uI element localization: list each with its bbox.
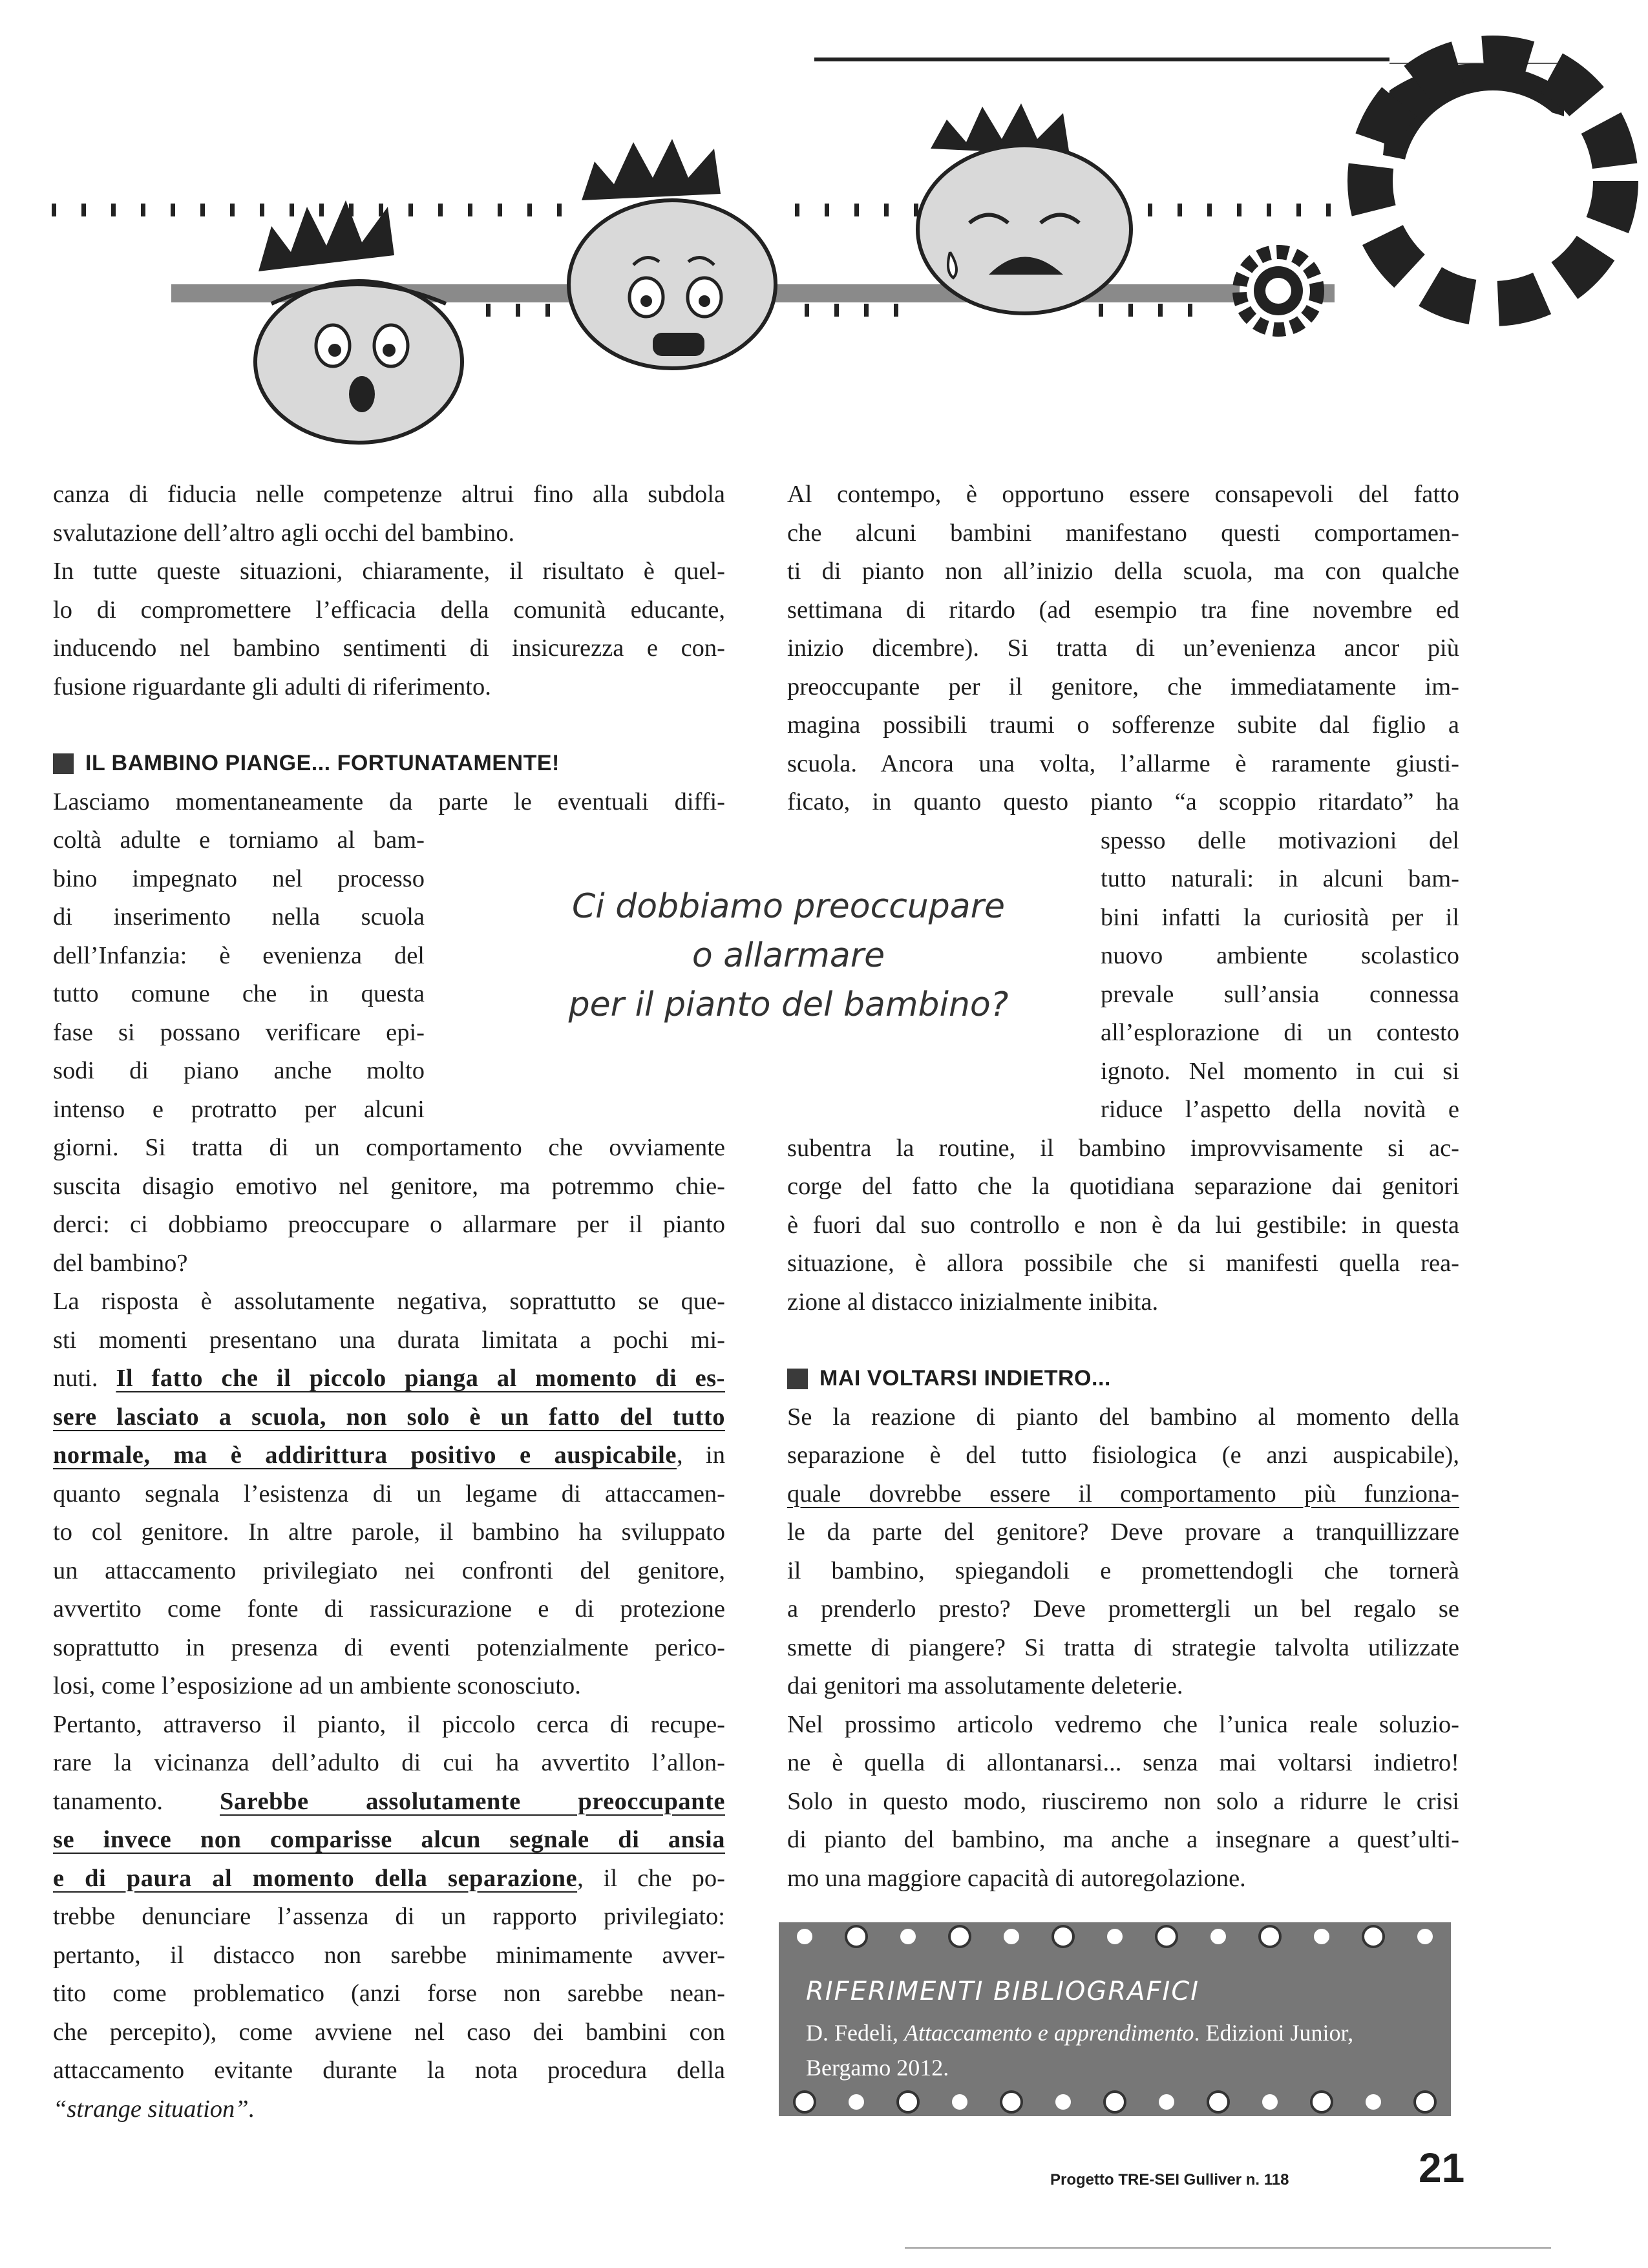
text-line: fusione riguardante gli adulti di riferimento. (53, 673, 491, 700)
text-fragment: tanamento. (53, 1787, 220, 1815)
paragraph (787, 476, 1459, 1321)
text-line: pertanto, il distacco non sarebbe minimamente avver- (53, 1941, 725, 1969)
text-line: sti momenti presentano una durata limitata a pochi mi- (53, 1326, 725, 1354)
text-fragment: , in (676, 1442, 725, 1469)
text-line: ne è quella di allontanarsi... senza mai voltarsi indietro! (787, 1749, 1459, 1776)
text-line: tito come problematico (anzi forse non sarebbe nean- (53, 1980, 725, 2007)
pull-quote-line: per il pianto del bambino? (568, 985, 1009, 1024)
pull-quote-line: Ci dobbiamo preoccupare (571, 887, 1005, 926)
ref-author: D. Fedeli, (806, 2020, 904, 2046)
header-illustration (0, 0, 1648, 465)
text-line: canza di fiducia nelle competenze altrui fino alla subdola (53, 481, 725, 508)
text-line: Lasciamo momentaneamente da parte le eventuali diffi- (53, 788, 725, 815)
text-line: svalutazione dell’altro agli occhi del bambino. (53, 519, 515, 547)
text-line (53, 1783, 725, 1822)
text-line: dell’Infanzia: è evenienza del (53, 941, 425, 969)
text-line: quanto segnala l’esistenza di un legame di attaccamen- (53, 1480, 725, 1507)
text-line: rare la vicinanza dell’adulto di cui ha avvertito l’allon- (53, 1749, 725, 1776)
emphasis-text: normale, ma è addirittura positivo e auspicabile (53, 1442, 677, 1469)
text-line: trebbe denunciare l’assenza di un rapporto privilegiato: (53, 1903, 725, 1930)
heading-square-icon (787, 1369, 808, 1389)
text-line: separazione è del tutto fisiologica (e anzi auspicabile), (787, 1442, 1459, 1469)
text-line: inizio dicembre). Si tratta di un’evenienza ancor più (787, 635, 1459, 662)
bibliography-title: RIFERIMENTI BIBLIOGRAFICI (806, 1977, 1200, 2006)
paragraph (53, 476, 725, 552)
text-line: dai genitori ma assolutamente deleterie. (787, 1672, 1183, 1699)
text-line: avvertito come fonte di rassicurazione e di protezione (53, 1595, 725, 1622)
text-line: attaccamento evitante durante la nota procedura della (53, 2057, 725, 2084)
text-line (53, 1436, 725, 1475)
text-line: a prenderlo presto? Deve promettergli un bel regalo se (787, 1595, 1459, 1622)
section-heading (53, 744, 725, 783)
paragraph (53, 1283, 725, 1706)
text-line: settimana di ritardo (ad esempio tra fine novembre ed (787, 596, 1459, 624)
ref-title: Attaccamento e apprendimento (903, 2020, 1194, 2046)
ref-place: Bergamo 2012. (806, 2055, 949, 2081)
text-line: In tutte queste situazioni, chiaramente, il risultato è quel- (53, 558, 725, 585)
small-gear-icon (1240, 252, 1317, 330)
paragraph (53, 1706, 725, 2129)
text-line: corge del fatto che la quotidiana separazione dai genitori (787, 1173, 1459, 1200)
text-line: ti di pianto non all’inizio della scuola, ma con qualche (787, 558, 1459, 585)
text-line: il bambino, spiegandoli e promettendogli che tornerà (787, 1557, 1459, 1584)
text-line: Nel prossimo articolo vedremo che l’unica reale soluzio- (787, 1710, 1459, 1738)
left-column (53, 476, 725, 2128)
text-line: Al contempo, è opportuno essere consapevoli del fatto (787, 481, 1459, 508)
text-line (53, 1821, 725, 1860)
text-fragment: , il che po- (577, 1864, 725, 1892)
text-line: situazione, è allora possibile che si manifesti quella rea- (787, 1250, 1459, 1277)
text-line: nuovo ambiente scolastico (1101, 942, 1459, 969)
ref-publisher: . Edizioni Junior, (1194, 2020, 1354, 2046)
text-line: lo di compromettere l’efficacia della comunità educante, (53, 596, 725, 624)
text-line: bino impegnato nel processo (53, 865, 425, 892)
text-line: derci: ci dobbiamo preoccupare o allarmare per il pianto (53, 1211, 725, 1238)
text-line: fase si possano verificare epi- (53, 1018, 425, 1046)
emphasis-text: se invece non comparisse alcun segnale di ansia (53, 1826, 725, 1853)
heading-text: IL BAMBINO PIANGE... FORTUNATAMENTE! (85, 751, 560, 775)
text-line: Pertanto, attraverso il pianto, il piccolo cerca di recupe- (53, 1710, 725, 1738)
text-line: soprattutto in presenza di eventi potenzialmente perico- (53, 1633, 725, 1661)
emphasis-text: e di paura al momento della separazione (53, 1864, 578, 1892)
emphasis-text: Il fatto che il piccolo pianga al momento di es- (116, 1365, 725, 1392)
text-line (53, 1860, 725, 1898)
heading-square-icon (53, 753, 74, 774)
text-line: riduce l’aspetto della novità e (1101, 1096, 1459, 1123)
text-line: La risposta è assolutamente negativa, soprattutto se que- (53, 1288, 725, 1315)
text-line: zione al distacco inizialmente inibita. (787, 1288, 1159, 1316)
large-gear-icon (1370, 58, 1616, 304)
text-line: bini infatti la curiosità per il (1101, 903, 1459, 931)
text-line: del bambino? (53, 1249, 188, 1277)
page-number: 21 (1419, 2145, 1465, 2191)
heading-text: MAI VOLTARSI INDIETRO... (819, 1366, 1111, 1391)
text-line: all’esplorazione di un contesto (1101, 1019, 1459, 1046)
face-surprised-icon (255, 200, 462, 443)
text-line: che percepito), come avviene nel caso dei bambini con (53, 2018, 725, 2046)
text-line: di pianto del bambino, ma anche a insegnare a quest’ulti- (787, 1826, 1459, 1853)
ring-border-top (779, 1924, 1451, 1949)
footer-source: Progetto TRE-SEI Gulliver n. 118 (1050, 2171, 1289, 2189)
face-worried-icon (569, 139, 776, 368)
text-line: quale dovrebbe essere il comportamento più funziona- (787, 1480, 1459, 1507)
text-line: “strange situation”. (53, 2095, 255, 2123)
emphasis-text: sere lasciato a scuola, non solo è un fatto del tutto (53, 1403, 725, 1431)
right-column (787, 476, 1459, 1898)
text-line: mo una maggiore capacità di autoregolazione. (787, 1864, 1246, 1892)
text-line: coltà adulte e torniamo al bam- (53, 826, 425, 854)
text-line: subentra la routine, il bambino improvvisamente si ac- (787, 1134, 1459, 1162)
text-line: smette di piangere? Si tratta di strategie talvolta utilizzate (787, 1633, 1459, 1661)
text-line: Solo in questo modo, riusciremo non solo a ridurre le crisi (787, 1787, 1459, 1815)
text-line: tutto comune che in questa (53, 980, 425, 1007)
text-fragment: nuti. (53, 1365, 116, 1392)
text-line: inducendo nel bambino sentimenti di insicurezza e con- (53, 635, 725, 662)
text-line: scuola. Ancora una volta, l’allarme è raramente giusti- (787, 750, 1459, 777)
text-line: di inserimento nella scuola (53, 903, 425, 930)
paragraph (53, 783, 725, 1283)
text-line: prevale sull’ansia connessa (1101, 980, 1459, 1008)
text-line: ignoto. Nel momento in cui si (1101, 1057, 1459, 1085)
emphasis-text: Sarebbe assolutamente preoccupante (220, 1787, 725, 1815)
text-line: le da parte del genitore? Deve provare a tranquillizzare (787, 1518, 1459, 1546)
paragraph (53, 552, 725, 706)
bibliography-reference (806, 2015, 1439, 2085)
text-line: suscita disagio emotivo nel genitore, ma potremmo chie- (53, 1172, 725, 1200)
text-line (53, 1398, 725, 1437)
ring-border-bottom (779, 2089, 1451, 2115)
text-line: giorni. Si tratta di un comportamento che ovviamente (53, 1134, 725, 1161)
paragraph (787, 1706, 1459, 1898)
text-line: preoccupante per il genitore, che immediatamente im- (787, 673, 1459, 700)
section-heading (787, 1360, 1459, 1398)
text-line: che alcuni bambini manifestano questi comportamen- (787, 519, 1459, 547)
text-line: to col genitore. In altre parole, il bambino ha sviluppato (53, 1518, 725, 1546)
text-line: intenso e protratto per alcuni (53, 1095, 425, 1123)
text-line: è fuori dal suo controllo e non è da lui gestibile: in questa (787, 1211, 1459, 1239)
text-line: magina possibili traumi o sofferenze subite dal figlio a (787, 711, 1459, 739)
bibliography-box (779, 1922, 1451, 2116)
text-line: Se la reazione di pianto del bambino al momento della (787, 1403, 1459, 1431)
face-crying-icon (918, 103, 1131, 313)
text-line: tutto naturali: in alcuni bam- (1101, 865, 1459, 892)
paragraph (787, 1398, 1459, 1706)
text-line: un attaccamento privilegiato nei confronti del genitore, (53, 1557, 725, 1584)
footer-rule (905, 2247, 1551, 2249)
text-line (53, 1360, 725, 1398)
pull-quote-line: o allarmare (692, 936, 885, 975)
text-line: spesso delle motivazioni del (1101, 826, 1459, 854)
text-line: sodi di piano anche molto (53, 1057, 425, 1084)
text-line: losi, come l’esposizione ad un ambiente sconosciuto. (53, 1672, 581, 1699)
text-line: ficato, in quanto questo pianto “a scoppio ritardato” ha (787, 788, 1459, 815)
